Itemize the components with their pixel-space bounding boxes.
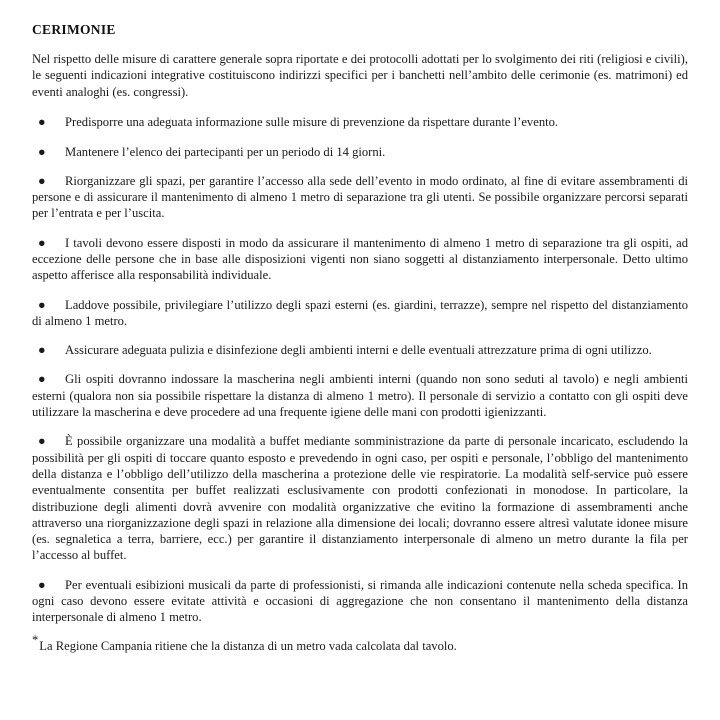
list-item-text: Gli ospiti dovranno indossare la mascherina negli ambienti interni (quando non sono seduti al tavolo) e negli ambienti esterni (qualora non sia possibile rispettare la distanza di almeno 1 metro). Il personale di servizio a contatto con gli ospiti deve utilizzare la mascherina e deve procedere ad una frequente igiene delle mani con prodotti igienizzanti. [32, 372, 688, 420]
bullet-dot-icon: ● [38, 343, 46, 358]
list-item [32, 433, 688, 563]
bullet-dot-icon: ● [38, 434, 46, 449]
list-item [32, 297, 688, 330]
intro-paragraph: Nel rispetto delle misure di carattere generale sopra riportate e dei protocolli adottati per lo svolgimento dei riti (religiosi e civili), le seguenti indicazioni integrative costituiscono indirizzi specifici per i banchetti nell’ambito delle cerimonie (es. matrimoni) ed eventi analoghi (es. congressi). [32, 52, 688, 99]
list-item-text: È possibile organizzare una modalità a buffet mediante somministrazione da parte di personale incaricato, escludendo la possibilità per gli ospiti di toccare quanto esposto e prevedendo in ogni caso, per ospiti e personale, l’obbligo del mantenimento della distanza e l’obbligo dell’utilizzo della mascherina a protezione delle vie respiratorie. La modalità self-service può essere eventualmente consentita per buffet realizzati esclusivamente con prodotti confezionati in monodose. In particolare, la distribuzione degli alimenti dovrà avvenire con modalità organizzative che evitino la formazione di assembramenti anche attraverso una riorganizzazione degli spazi in relazione alla dimensione dei locali; dovranno essere altresì valutate idonee misure (es. segnaletica a terra, barriere, ecc.) per garantire il distanziamento interpersonale di almeno un metro durante la fila per l’accesso al buffet. [32, 434, 688, 563]
measures-bullet-list [32, 114, 688, 625]
bullet-dot-icon: ● [38, 235, 46, 250]
list-item-text: Mantenere l’elenco dei partecipanti per un periodo di 14 giorni. [65, 144, 386, 159]
footnote-marker: * [32, 633, 39, 648]
list-item-text: Assicurare adeguata pulizia e disinfezione degli ambienti interni e delle eventuali attrezzature prima di ogni utilizzo. [65, 343, 652, 358]
bullet-dot-icon: ● [38, 115, 46, 130]
list-item-text: Predisporre una adeguata informazione sulle misure di prevenzione da rispettare durante l’evento. [65, 115, 559, 130]
list-item-text: I tavoli devono essere disposti in modo da assicurare il mantenimento di almeno 1 metro di separazione tra gli ospiti, ad eccezione delle persone che in base alle disposizioni vigenti non siano soggetti al distanziamento interpersonale. Detto ultimo aspetto afferisce alla responsabilità individuale. [32, 235, 688, 283]
bullet-dot-icon: ● [38, 173, 46, 188]
list-item-text: Laddove possibile, privilegiare l’utilizzo degli spazi esterni (es. giardini, terrazze), sempre nel rispetto del distanziamento di almeno 1 metro. [32, 297, 688, 328]
list-item-text: Per eventuali esibizioni musicali da parte di professionisti, si rimanda alle indicazioni contenute nella scheda specifica. In ogni caso devono essere evitate attività e occasioni di aggregazione che non consentano il mantenimento della distanza interpersonale di almeno 1 metro. [32, 577, 688, 625]
bullet-dot-icon: ● [38, 144, 46, 159]
list-item [32, 114, 688, 130]
list-item [32, 342, 688, 358]
list-item [32, 577, 688, 626]
footnote [32, 633, 688, 654]
list-item [32, 144, 688, 160]
list-item [32, 173, 688, 222]
list-item-text: Riorganizzare gli spazi, per garantire l’accesso alla sede dell’evento in modo ordinato, al fine di evitare assembramenti di persone e di assicurare il mantenimento di almeno 1 metro di separazione tra gli utenti. Se possibile organizzare percorsi separati per l’entrata e per l’uscita. [32, 173, 688, 221]
footnote-text: La Regione Campania ritiene che la distanza di un metro vada calcolata dal tavolo. [39, 638, 457, 653]
list-item [32, 235, 688, 284]
list-item [32, 371, 688, 420]
page-title: CERIMONIE [32, 22, 116, 37]
bullet-dot-icon: ● [38, 372, 46, 387]
bullet-dot-icon: ● [38, 297, 46, 312]
bullet-dot-icon: ● [38, 577, 46, 592]
